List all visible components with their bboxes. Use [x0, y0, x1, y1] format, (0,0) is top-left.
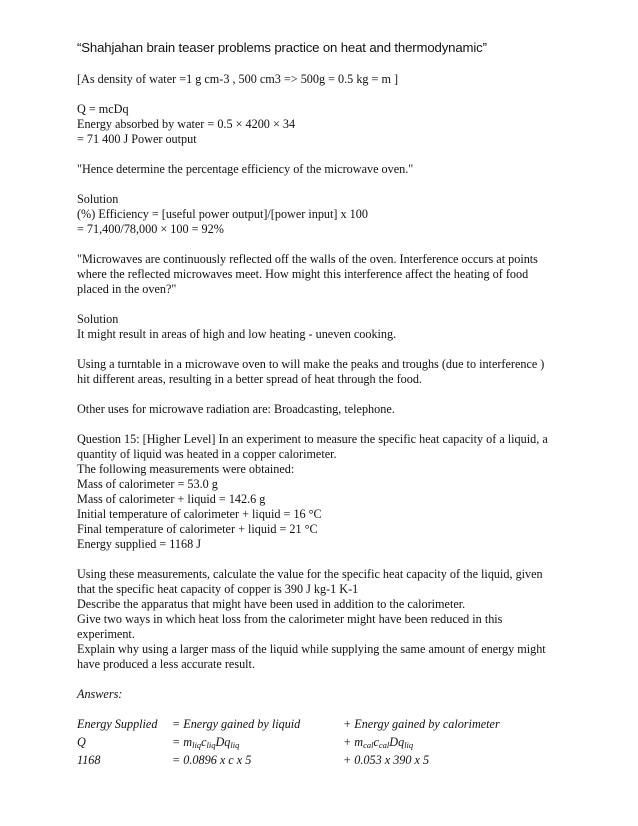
text-line: = 71,400/78,000 × 100 = 92%: [77, 222, 224, 236]
answers-table: [77, 717, 543, 771]
answers-row: [77, 753, 543, 771]
text-line: (%) Efficiency = [useful power output]/[power input] x 100: [77, 207, 368, 221]
answer-formula-calorimeter: [343, 735, 543, 753]
text-line: Using these measurements, calculate the value for the specific heat capacity of the liquid, given: [77, 567, 543, 581]
text-line: quantity of liquid was heated in a copper calorimeter.: [77, 447, 337, 461]
answer-formula-liquid: [172, 735, 343, 753]
text-line: Solution: [77, 312, 119, 326]
formula-part: Dq: [215, 735, 231, 749]
density-note: [77, 72, 567, 87]
text-line: hit different areas, resulting in a better spread of heat through the food.: [77, 372, 422, 386]
answer-cell: + 0.053 x 390 x 5: [343, 753, 430, 767]
text-line: Give two ways in which heat loss from the calorimeter might have been reduced in this: [77, 612, 503, 626]
formula-subscript: liq: [230, 740, 240, 750]
text-line: It might result in areas of high and low heating - uneven cooking.: [77, 327, 397, 341]
answers-row: [77, 717, 543, 735]
text-line: "Hence determine the percentage efficiency of the microwave oven.": [77, 162, 414, 176]
measurement-line: Mass of calorimeter + liquid = 142.6 g: [77, 492, 266, 506]
formula-part: + m: [343, 735, 364, 749]
efficiency-solution: [77, 192, 567, 237]
text-line: Energy absorbed by water = 0.5 × 4200 × 34: [77, 117, 296, 131]
interference-question: [77, 252, 567, 297]
measurement-line: Energy supplied = 1168 J: [77, 537, 201, 551]
answer-cell: 1168: [77, 753, 101, 767]
formula-subscript: cal: [378, 740, 390, 750]
formula-subscript: cal: [363, 740, 374, 750]
text-line: [As density of water =1 g cm-3 , 500 cm3 => 500g = 0.5 kg = m ]: [77, 72, 399, 86]
text-line: where the reflected microwaves meet. How might this interference affect the heating of food: [77, 267, 529, 281]
text-line: = 71 400 J Power output: [77, 132, 197, 146]
text-line: Solution: [77, 192, 119, 206]
formula-part: c: [373, 735, 379, 749]
interference-solution: [77, 312, 567, 342]
answer-cell: Energy Supplied: [77, 717, 158, 731]
energy-calculation: [77, 102, 567, 147]
formula-subscript: liq: [404, 740, 414, 750]
answers-heading: Answers:: [77, 687, 123, 701]
answers-row: [77, 735, 543, 753]
answer-cell: + Energy gained by calorimeter: [343, 717, 500, 731]
document-title: “Shahjahan brain teaser problems practice on heat and thermodynamic”: [77, 40, 487, 55]
formula-subscript: liq: [192, 740, 202, 750]
formula-part: Dq: [389, 735, 405, 749]
question-15-tasks: [77, 567, 567, 672]
formula-part: c: [201, 735, 207, 749]
text-line: that the specific heat capacity of copper is 390 J kg-1 K-1: [77, 582, 359, 596]
turntable-explanation: [77, 357, 567, 387]
efficiency-question: [77, 162, 567, 177]
answer-cell: Q: [77, 735, 86, 749]
text-line: Other uses for microwave radiation are: Broadcasting, telephone.: [77, 402, 395, 416]
text-line: Question 15: [Higher Level] In an experiment to measure the specific heat capacity of a liquid, a: [77, 432, 548, 446]
formula-part: = m: [172, 735, 193, 749]
measurement-line: Initial temperature of calorimeter + liquid = 16 °C: [77, 507, 322, 521]
formula-subscript: liq: [206, 740, 216, 750]
text-line: Q = mcDq: [77, 102, 129, 116]
text-line: The following measurements were obtained:: [77, 462, 295, 476]
document-body: [77, 72, 567, 771]
text-line: "Microwaves are continuously reflected off the walls of the oven. Interference occurs at points: [77, 252, 538, 266]
text-line: Explain why using a larger mass of the liquid while supplying the same amount of energy might: [77, 642, 546, 656]
text-line: placed in the oven?": [77, 282, 177, 296]
microwave-uses: [77, 402, 567, 417]
text-line: Describe the apparatus that might have been used in addition to the calorimeter.: [77, 597, 466, 611]
text-line: Using a turntable in a microwave oven to will make the peaks and troughs (due to interference ): [77, 357, 545, 371]
text-line: have produced a less accurate result.: [77, 657, 255, 671]
measurement-line: Final temperature of calorimeter + liquid = 21 °C: [77, 522, 318, 536]
text-line: experiment.: [77, 627, 135, 641]
answer-cell: = 0.0896 x c x 5: [172, 753, 252, 767]
question-15: [77, 432, 567, 552]
measurement-line: Mass of calorimeter = 53.0 g: [77, 477, 218, 491]
answer-cell: = Energy gained by liquid: [172, 717, 301, 731]
